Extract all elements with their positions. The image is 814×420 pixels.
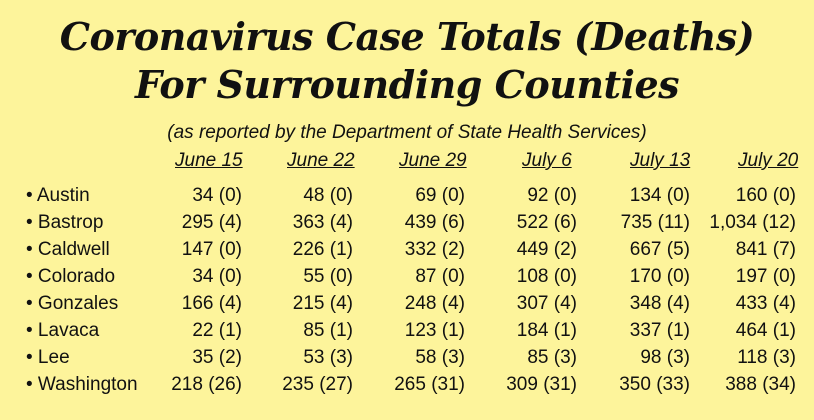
value-cell: 92 (0) bbox=[527, 185, 577, 206]
value-cell: 184 (1) bbox=[516, 320, 577, 341]
date-header-row bbox=[0, 150, 814, 176]
table-row bbox=[0, 344, 814, 371]
county-name: • Bastrop bbox=[26, 212, 104, 233]
col-header-june-22: June 22 bbox=[287, 150, 355, 171]
value-cell: 337 (1) bbox=[629, 320, 690, 341]
value-cell: 226 (1) bbox=[292, 239, 353, 260]
value-cell: 118 (3) bbox=[737, 347, 796, 368]
value-cell: 841 (7) bbox=[735, 239, 796, 260]
value-cell: 34 (0) bbox=[192, 185, 242, 206]
value-cell: 87 (0) bbox=[415, 266, 465, 287]
county-table bbox=[0, 182, 814, 398]
value-cell: 307 (4) bbox=[516, 293, 577, 314]
value-cell: 449 (2) bbox=[516, 239, 577, 260]
col-header-june-29: June 29 bbox=[399, 150, 467, 171]
col-header-july-13: July 13 bbox=[630, 150, 691, 171]
value-cell: 85 (3) bbox=[527, 347, 577, 368]
value-cell: 215 (4) bbox=[292, 293, 353, 314]
county-name: • Gonzales bbox=[26, 293, 119, 314]
value-cell: 147 (0) bbox=[181, 239, 242, 260]
county-name: • Caldwell bbox=[26, 239, 110, 260]
value-cell: 35 (2) bbox=[192, 347, 242, 368]
value-cell: 439 (6) bbox=[404, 212, 465, 233]
table-row bbox=[0, 236, 814, 263]
value-cell: 388 (34) bbox=[725, 374, 796, 395]
table-row bbox=[0, 371, 814, 398]
table-row bbox=[0, 182, 814, 209]
title-line-2: For Surrounding Counties bbox=[134, 62, 680, 107]
county-name: • Colorado bbox=[26, 266, 116, 287]
county-name: • Washington bbox=[26, 374, 138, 395]
value-cell: 735 (11) bbox=[620, 212, 690, 233]
value-cell: 235 (27) bbox=[282, 374, 353, 395]
value-cell: 58 (3) bbox=[415, 347, 465, 368]
value-cell: 248 (4) bbox=[404, 293, 465, 314]
value-cell: 134 (0) bbox=[629, 185, 690, 206]
value-cell: 464 (1) bbox=[735, 320, 796, 341]
table-row bbox=[0, 290, 814, 317]
county-name: • Lavaca bbox=[26, 320, 100, 341]
value-cell: 85 (1) bbox=[303, 320, 353, 341]
value-cell: 350 (33) bbox=[619, 374, 690, 395]
value-cell: 170 (0) bbox=[629, 266, 690, 287]
value-cell: 108 (0) bbox=[516, 266, 577, 287]
value-cell: 265 (31) bbox=[394, 374, 465, 395]
value-cell: 363 (4) bbox=[292, 212, 353, 233]
value-cell: 48 (0) bbox=[303, 185, 353, 206]
table-row bbox=[0, 209, 814, 236]
value-cell: 433 (4) bbox=[735, 293, 796, 314]
value-cell: 197 (0) bbox=[735, 266, 796, 287]
table-row bbox=[0, 263, 814, 290]
value-cell: 22 (1) bbox=[192, 320, 242, 341]
col-header-june-15: June 15 bbox=[175, 150, 243, 171]
source-subtitle: (as reported by the Department of State Health Services) bbox=[167, 122, 647, 143]
value-cell: 332 (2) bbox=[404, 239, 465, 260]
value-cell: 55 (0) bbox=[303, 266, 353, 287]
value-cell: 34 (0) bbox=[192, 266, 242, 287]
value-cell: 218 (26) bbox=[171, 374, 242, 395]
col-header-july-20: July 20 bbox=[738, 150, 799, 171]
county-name: • Austin bbox=[26, 185, 90, 206]
value-cell: 1,034 (12) bbox=[709, 212, 796, 233]
value-cell: 69 (0) bbox=[415, 185, 465, 206]
value-cell: 348 (4) bbox=[629, 293, 690, 314]
value-cell: 123 (1) bbox=[404, 320, 465, 341]
table-row bbox=[0, 317, 814, 344]
value-cell: 53 (3) bbox=[303, 347, 353, 368]
value-cell: 522 (6) bbox=[516, 212, 577, 233]
value-cell: 667 (5) bbox=[629, 239, 690, 260]
value-cell: 166 (4) bbox=[181, 293, 242, 314]
col-header-july-6: July 6 bbox=[522, 150, 572, 171]
value-cell: 160 (0) bbox=[735, 185, 796, 206]
county-name: • Lee bbox=[26, 347, 70, 368]
value-cell: 295 (4) bbox=[181, 212, 242, 233]
value-cell: 309 (31) bbox=[506, 374, 577, 395]
value-cell: 98 (3) bbox=[640, 347, 690, 368]
title-line-1: Coronavirus Case Totals (Deaths) bbox=[59, 14, 755, 59]
